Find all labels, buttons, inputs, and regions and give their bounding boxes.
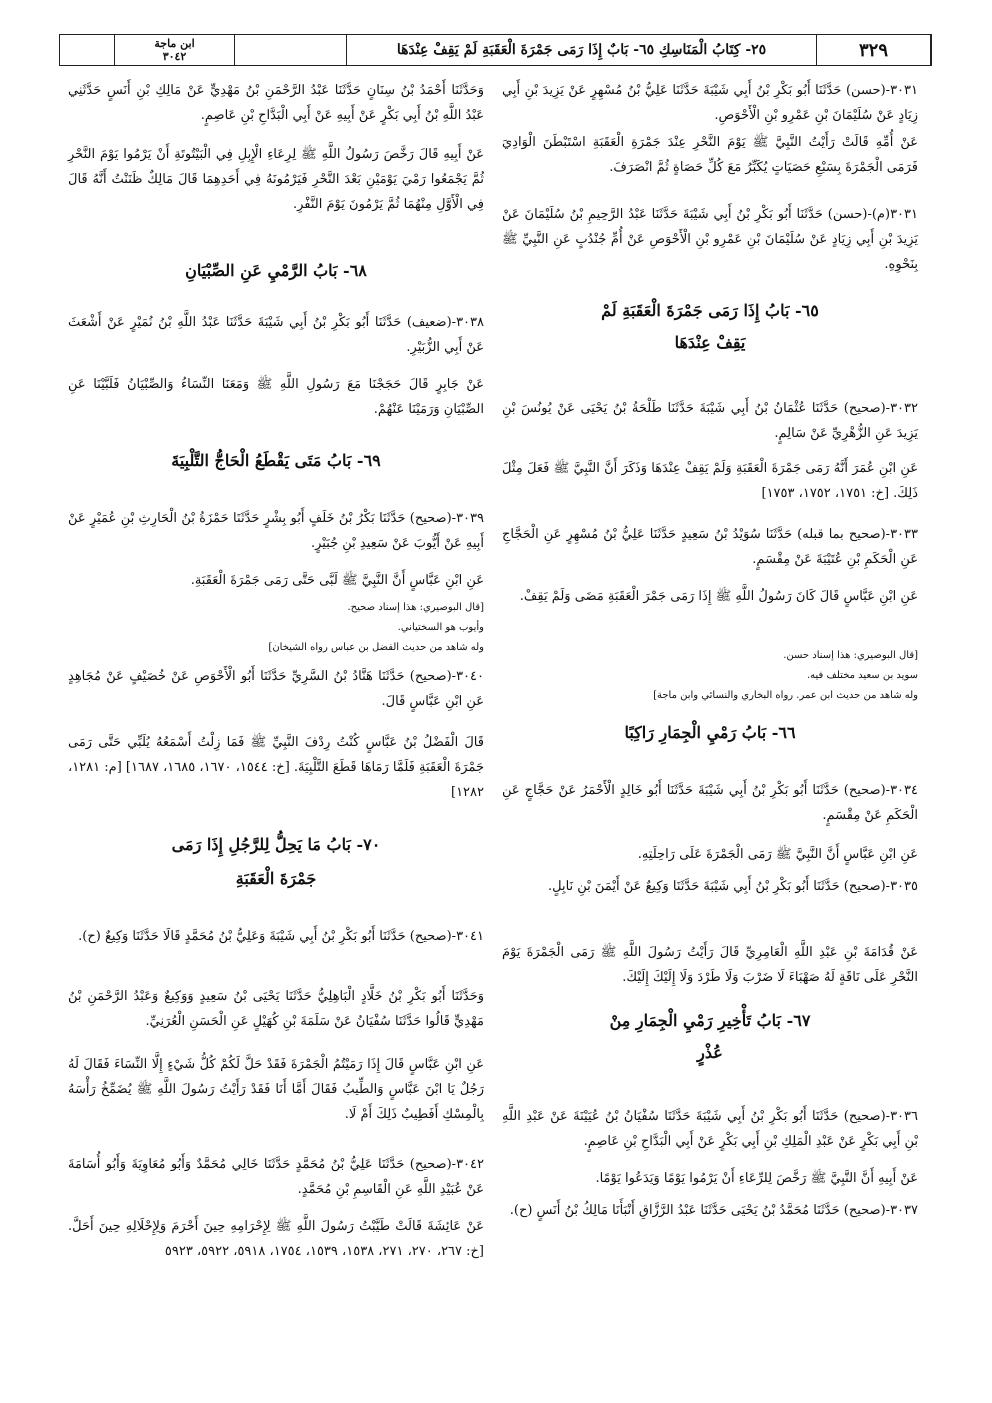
footnote-line: [قال البوصيري: هذا إسناد حسن. xyxy=(783,650,918,661)
chapter-67-title-cont: عُذْرٍ xyxy=(697,1043,723,1062)
hadith-3040-chain: ٣٠٤٠-(صحيح) حَدَّثَنَا هَنَّادُ بْنُ السَّرِيِّ حَدَّثَنَا أَبُو الْأَحْوَصِ عَنْ خُصَيْفٍ عَنْ مُجَاهِدٍ عَنِ ابْنِ عَبَّاسٍ قَالَ. xyxy=(68,669,484,709)
hadith-3038-chain: ٣٠٣٨-(ضعيف) حَدَّثَنَا أَبُو بَكْرِ بْنُ أَبِي شَيْبَةَ حَدَّثَنَا عَبْدُ اللَّهِ بْنُ نُمَيْرٍ عَنْ أَشْعَثَ عَنْ أَبِي الزُّبَيْرِ. xyxy=(68,315,484,355)
hadith-3031-text: عَنْ أُمِّهِ قَالَتْ رَأَيْتُ النَّبِيَّ ﷺ يَوْمَ النَّحْرِ عِنْدَ جَمْرَةِ الْعَقَبَةِ اسْتَبْطَنَ الْوَادِيَ فَرَمَى الْجَمْرَةَ بِسَبْعِ حَصَيَاتٍ يُكَبِّرُ مَعَ كُلِّ حَصَاةٍ ثُمَّ انْصَرَفَ. xyxy=(502,135,918,175)
hadith-3037-chain-cont: وَحَدَّثَنَا أَحْمَدُ بْنُ سِنَانٍ حَدَّثَنَا عَبْدُ الرَّحْمَنِ بْنُ مَهْدِيٍّ عَنْ مَالِكِ بْنِ أَنَسٍ حَدَّثَنِي عَبْدُ اللَّهِ بْنُ أَبِي بَكْرٍ عَنْ أَبِيهِ عَنْ أَبِي الْبَدَّاحِ بْنِ عَاصِمٍ. xyxy=(68,83,484,123)
hadith-3035-text: عَنْ قُدَامَةَ بْنِ عَبْدِ اللَّهِ الْعَامِرِيِّ قَالَ رَأَيْتُ رَسُولَ اللَّهِ ﷺ رَمَى الْجَمْرَةَ يَوْمَ النَّحْرِ عَلَى نَاقَةٍ لَهُ صَهْبَاءَ لَا ضَرْبَ وَلَا طَرْدَ وَلَا إِلَيْكَ إِلَيْكَ. xyxy=(502,945,918,985)
hadith-3039-chain: ٣٠٣٩-(صحيح) حَدَّثَنَا بَكْرُ بْنُ خَلَفٍ أَبُو بِشْرٍ حَدَّثَنَا حَمْزَةُ بْنُ الْحَارِثِ بْنِ عُمَيْرٍ عَنْ أَبِيهِ عَنْ أَيُّوبَ عَنْ سَعِيدِ بْنِ جُبَيْرٍ. xyxy=(68,511,484,551)
hadith-3036-chain: ٣٠٣٦-(صحيح) حَدَّثَنَا أَبُو بَكْرِ بْنُ أَبِي شَيْبَةَ حَدَّثَنَا سُفْيَانُ بْنُ عُيَيْنَةَ عَنْ عَبْدِ اللَّهِ بْنِ أَبِي بَكْرٍ عَنْ عَبْدِ الْمَلِكِ بْنِ أَبِي بَكْرٍ عَنْ أَبِي الْبَدَّاحِ بْنِ عَاصِمٍ. xyxy=(502,1109,918,1149)
source-number: ٣٠٤٢ xyxy=(162,50,187,63)
hadith-3035-chain: ٣٠٣٥-(صحيح) حَدَّثَنَا أَبُو بَكْرِ بْنُ أَبِي شَيْبَةَ حَدَّثَنَا وَكِيعٌ عَنْ أَيْمَنَ بْنِ نَابِلٍ. xyxy=(547,879,918,894)
hadith-3032-chain: ٣٠٣٢-(صحيح) حَدَّثَنَا عُثْمَانُ بْنُ أَبِي شَيْبَةَ حَدَّثَنَا طَلْحَةُ بْنُ يَحْيَى عَنْ يُونُسَ بْنِ يَزِيدَ عَنِ الزُّهْرِيِّ عَنْ سَالِمٍ. xyxy=(502,401,918,441)
hadith-3037-text: عَنْ أَبِيهِ قَالَ رَخَّصَ رَسُولُ اللَّهِ ﷺ لِرِعَاءِ الْإِبِلِ فِي الْبَيْتُوتَةِ أَنْ يَرْمُوا يَوْمَ النَّحْرِ ثُمَّ يَجْمَعُوا رَمْيَ يَوْمَيْنِ بَعْدَ النَّحْرِ فَيَرْمُونَهُ فِي أَحَدِهِمَا قَالَ مَالِكٌ ظَنَنْتُ أَنَّهُ قَالَ فِي الْأَوَّلِ مِنْهُمَا ثُمَّ يَرْمُونَ يَوْمَ النَّفْرِ. xyxy=(68,147,484,212)
hadith-3033-text: عَنِ ابْنِ عَبَّاسٍ قَالَ كَانَ رَسُولُ اللَّهِ ﷺ إِذَا رَمَى جَمْرَ الْعَقَبَةِ مَضَى وَلَمْ يَقِفْ. xyxy=(519,589,918,604)
chapter-70-title-cont: جَمْرَةَ الْعَقَبَةِ xyxy=(235,869,317,888)
hadith-3041-chain2: وَحَدَّثَنَا أَبُو بَكْرِ بْنُ خَلَّادٍ الْبَاهِلِيُّ حَدَّثَنَا يَحْيَى بْنُ سَعِيدٍ وَوَكِيعٌ وَعَبْدُ الرَّحْمَنِ بْنُ مَهْدِيٍّ قَالُوا حَدَّثَنَا سُفْيَانُ عَنْ سَلَمَةَ بْنِ كُهَيْلٍ عَنِ الْحَسَنِ الْعُرَنِيِّ. xyxy=(68,989,484,1029)
footnote-line: [قال البوصيري: هذا إسناد صحيح. xyxy=(347,602,484,613)
page-number: ٣٢٩ xyxy=(817,35,931,65)
hadith-3037-chain: ٣٠٣٧-(صحيح) حَدَّثَنَا مُحَمَّدُ بْنُ يَحْيَى حَدَّثَنَا عَبْدُ الرَّزَّاقِ أَنْبَأَنَا مَالِكُ بْنُ أَنَسٍ (ح). xyxy=(509,1203,918,1218)
header-source-cell xyxy=(115,35,235,65)
hadith-3041-chain: ٣٠٤١-(صحيح) حَدَّثَنَا أَبُو بَكْرِ بْنُ أَبِي شَيْبَةَ وَعَلِيُّ بْنُ مُحَمَّدٍ قَالَا حَدَّثَنَا وَكِيعٌ (ح). xyxy=(78,929,484,944)
chapter-66-title: ٦٦- بَابُ رَمْيِ الْجِمَارِ رَاكِبًا xyxy=(624,723,796,742)
hadith-3042-chain: ٣٠٤٢-(صحيح) حَدَّثَنَا عَلِيُّ بْنُ مُحَمَّدٍ حَدَّثَنَا خَالِي مُحَمَّدٌ وَأَبُو مُعَاوِيَةَ وَأَبُو أُسَامَةَ عَنْ عُبَيْدِ اللَّهِ عَنِ الْقَاسِمِ بْنِ مُحَمَّدٍ. xyxy=(68,1157,484,1197)
hadith-3041-text: عَنِ ابْنِ عَبَّاسٍ قَالَ إِذَا رَمَيْتُمُ الْجَمْرَةَ فَقَدْ حَلَّ لَكُمْ كُلُّ شَيْءٍ إِلَّا النِّسَاءَ فَقَالَ لَهُ رَجُلٌ يَا ابْنَ عَبَّاسٍ وَالطِّيبُ فَقَالَ أَمَّا أَنَا فَقَدْ رَأَيْتُ رَسُولَ اللَّهِ ﷺ يُضَمِّخُ رَأْسَهُ بِالْمِسْكِ أَفَطِيبٌ ذَلِكَ أَمْ لَا. xyxy=(68,1057,484,1122)
chapter-70-title: ٧٠- بَابُ مَا يَحِلُّ لِلرَّجُلِ إِذَا رَمَى xyxy=(171,835,381,854)
hadith-3036-text: عَنْ أَبِيهِ أَنَّ النَّبِيَّ ﷺ رَخَّصَ لِلرِّعَاءِ أَنْ يَرْمُوا يَوْمًا وَيَدَعُوا يَوْمًا. xyxy=(595,1171,918,1186)
hadith-3031-chain: ٣٠٣١-(حسن) حَدَّثَنَا أَبُو بَكْرِ بْنُ أَبِي شَيْبَةَ حَدَّثَنَا عَلِيُّ بْنُ مُسْهِرٍ عَنْ يَزِيدَ بْنِ أَبِي زِيَادٍ عَنْ سُلَيْمَانَ بْنِ عَمْرِو بْنِ الْأَحْوَصِ. xyxy=(502,83,918,123)
hadith-3039-text: عَنِ ابْنِ عَبَّاسٍ أَنَّ النَّبِيَّ ﷺ لَبَّى حَتَّى رَمَى جَمْرَةَ الْعَقَبَةِ. xyxy=(190,573,484,588)
source-name: ابن ماجة xyxy=(154,37,195,50)
footnote-line: وله شاهد من حديث ابن عمر. رواه البخاري والنسائي وابن ماجة] xyxy=(653,690,918,701)
chapter-69-title: ٦٩- بَابُ مَتَى يَقْطَعُ الْحَاجُّ التَّلْبِيَةَ xyxy=(171,451,381,470)
hadith-3032-text: عَنِ ابْنِ عُمَرَ أَنَّهُ رَمَى جَمْرَةَ الْعَقَبَةِ وَلَمْ يَقِفْ عِنْدَهَا وَذَكَرَ أَنَّ النَّبِيَّ ﷺ فَعَلَ مِثْلَ ذَلِكَ. [خ: ١٧٥١، ١٧٥٢، ١٧٥٣] xyxy=(502,461,918,501)
chapter-68-title: ٦٨- بَابُ الرَّمْيِ عَنِ الصِّبْيَانِ xyxy=(185,261,367,280)
header-title: ٢٥- كِتَابُ الْمَنَاسِكِ ٦٥- بَابٌ إِذَا رَمَى جَمْرَةَ الْعَقَبَةِ لَمْ يَقِفْ عِنْدَهَا xyxy=(347,35,817,65)
chapter-67-title: ٦٧- بَابُ تَأْخِيرِ رَمْيِ الْجِمَارِ مِنْ xyxy=(609,1011,811,1030)
footnote-line: وله شاهد من حديث الفضل بن عباس رواه الشيخان] xyxy=(268,642,484,653)
hadith-3034-chain: ٣٠٣٤-(صحيح) حَدَّثَنَا أَبُو بَكْرِ بْنُ أَبِي شَيْبَةَ حَدَّثَنَا أَبُو خَالِدٍ الْأَحْمَرُ عَنْ حَجَّاجٍ عَنِ الْحَكَمِ عَنْ مِقْسَمٍ. xyxy=(502,783,918,823)
hadith-3038-text: عَنْ جَابِرٍ قَالَ حَجَجْنَا مَعَ رَسُولِ اللَّهِ ﷺ وَمَعَنَا النِّسَاءُ وَالصِّبْيَانُ فَلَبَّيْنَا عَنِ الصِّبْيَانِ وَرَمَيْنَا عَنْهُمْ. xyxy=(68,377,484,417)
header-cell-empty xyxy=(60,35,115,65)
hadith-3040-text: قَالَ الْفَضْلُ بْنُ عَبَّاسٍ كُنْتُ رِدْفَ النَّبِيِّ ﷺ فَمَا زِلْتُ أَسْمَعُهُ يُلَبِّي حَتَّى رَمَى جَمْرَةَ الْعَقَبَةِ فَلَمَّا رَمَاهَا قَطَعَ التَّلْبِيَةَ. [خ: ١٥٤٤، ١٦٧٠، ١٦٨٥، ١٦٨٧] [م: ١٢٨١، ١٢٨٢] xyxy=(68,735,485,800)
footnote-line: وأيوب هو السختياني. xyxy=(397,622,484,633)
hadith-3034-text: عَنِ ابْنِ عَبَّاسٍ أَنَّ النَّبِيَّ ﷺ رَمَى الْجَمْرَةَ عَلَى رَاحِلَتِهِ. xyxy=(637,847,918,862)
footnote-line: سويد بن سعيد مختلف فيه. xyxy=(807,670,918,681)
page-header xyxy=(59,34,932,66)
chapter-65-title-cont: يَقِفْ عِنْدَهَا xyxy=(674,333,746,352)
header-cell-empty xyxy=(235,35,347,65)
hadith-3033-chain: ٣٠٣٣-(صحيح بما قبله) حَدَّثَنَا سُوَيْدُ بْنُ سَعِيدٍ حَدَّثَنَا عَلِيُّ بْنُ مُسْهِرٍ عَنِ الْحَجَّاجِ عَنِ الْحَكَمِ بْنِ عُتَيْبَةَ عَنْ مِقْسَمٍ. xyxy=(502,527,918,567)
hadith-3042-text: عَنْ عَائِشَةَ قَالَتْ طَيَّبْتُ رَسُولَ اللَّهِ ﷺ لِإِحْرَامِهِ حِينَ أَحْرَمَ وَلِإِحْلَالِهِ حِينَ أَحَلَّ. [خ: ٢٦٧، ٢٧٠، ٢٧١، ١٥٣٨، ١٥٣٩، ١٧٥٤، ٥٩١٨، ٥٩٢٢، ٥٩٢٣ xyxy=(68,1219,484,1259)
hadith-3031m: ٣٠٣١(م)-(حسن) حَدَّثَنَا أَبُو بَكْرِ بْنُ أَبِي شَيْبَةَ حَدَّثَنَا عَبْدُ الرَّحِيمِ بْنُ سُلَيْمَانَ عَنْ يَزِيدَ بْنِ أَبِي زِيَادٍ عَنْ سُلَيْمَانَ بْنِ عَمْرِو بْنِ الْأَحْوَصِ عَنْ أُمِّ جُنْدُبٍ عَنِ النَّبِيِّ ﷺ بِنَحْوِهِ. xyxy=(502,207,918,272)
chapter-65-title: ٦٥- بَابُ إِذَا رَمَى جَمْرَةَ الْعَقَبَةِ لَمْ xyxy=(601,301,819,320)
